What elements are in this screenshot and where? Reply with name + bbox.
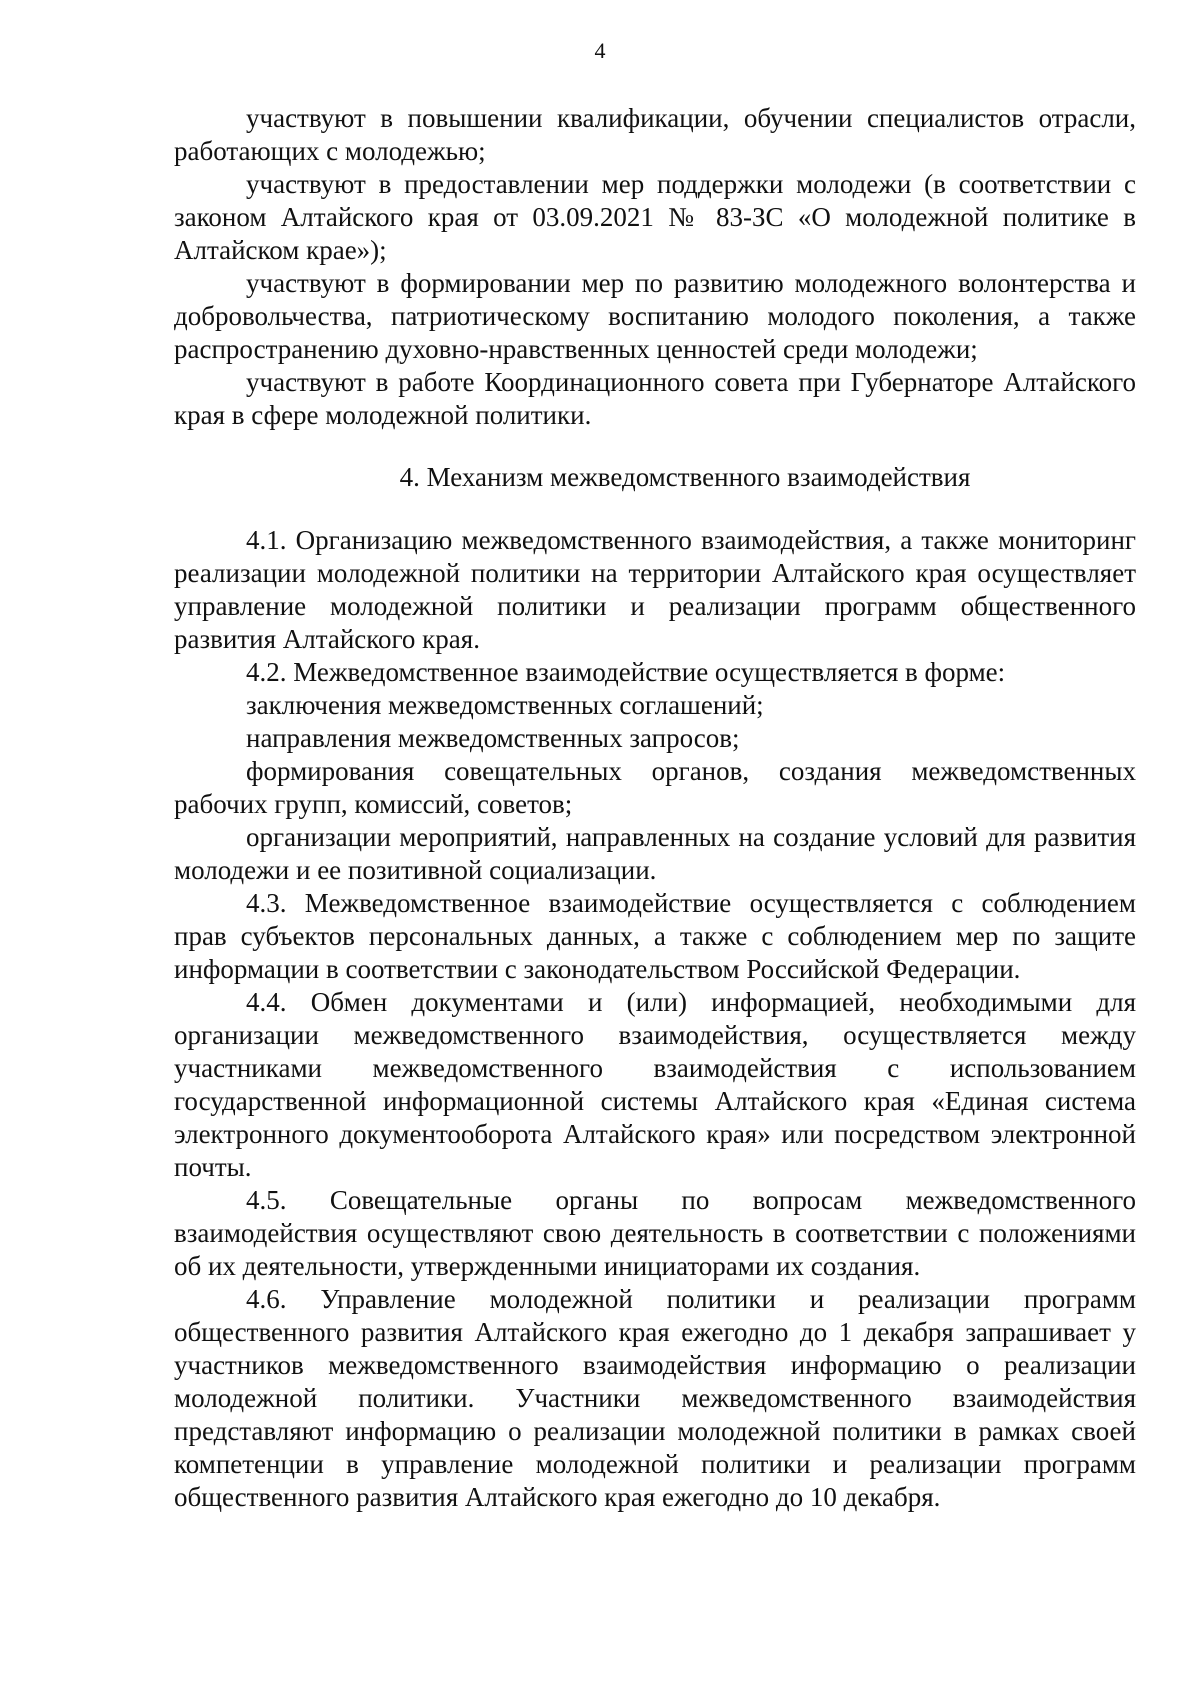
paragraph-4-2: 4.2. Межведомственное взаимодействие осуществляется в форме:: [246, 657, 1006, 687]
list-item-events: организации мероприятий, направленных на создание условий для развития молодежи и ее позитивной социализации.: [174, 822, 1136, 885]
paragraph-4-1: 4.1. Организацию межведомственного взаимодействия, а также мониторинг реализации молодежной политики на территории Алтайского края осуществляет управление молодежной политики и реализации программ общественного развития Алтайского края.: [174, 525, 1136, 654]
paragraph-support-measures: участвуют в предоставлении мер поддержки молодежи (в соответствии с законом Алтайского края от 03.09.2021 № 83-ЗС «О молодежной политике в Алтайском крае»);: [174, 169, 1136, 265]
paragraph-4-4: 4.4. Обмен документами и (или) информацией, необходимыми для организации межведомственного взаимодействия, осуществляется между участниками межведомственного взаимодействия с использованием государственной информационной системы Алтайского края «Единая система электронного документооборота Алтайского края» или посредством электронной почты.: [174, 987, 1136, 1182]
section-heading: 4. Механизм межведомственного взаимодействия: [399, 462, 971, 492]
document-body: [174, 102, 1136, 1514]
paragraph-qualification: участвуют в повышении квалификации, обучении специалистов отрасли, работающих с молодежью;: [174, 103, 1136, 166]
list-item-requests: направления межведомственных запросов;: [246, 723, 740, 753]
paragraph-4-5: 4.5. Совещательные органы по вопросам межведомственного взаимодействия осуществляют свою деятельность в соответствии с положениями об их деятельности, утвержденными инициаторами их создания.: [174, 1185, 1136, 1281]
paragraph-4-6: 4.6. Управление молодежной политики и реализации программ общественного развития Алтайского края ежегодно до 1 декабря запрашивает у участников межведомственного взаимодействия информацию о реализации молодежной политики. Участники межведомственного взаимодействия представляют информацию о реализации молодежной политики в рамках своей компетенции в управление молодежной политики и реализации программ общественного развития Алтайского края ежегодно до 10 декабря.: [174, 1284, 1136, 1512]
paragraph-4-3: 4.3. Межведомственное взаимодействие осуществляется с соблюдением прав субъектов персональных данных, а также с соблюдением мер по защите информации в соответствии с законодательством Российской Федерации.: [174, 888, 1136, 984]
page-number: 4: [594, 38, 606, 63]
paragraph-volunteering: участвуют в формировании мер по развитию молодежного волонтерства и добровольчества, патриотическому воспитанию молодого поколения, а также распространению духовно-нравственных ценностей среди молодежи;: [174, 268, 1136, 364]
list-item-agreements: заключения межведомственных соглашений;: [246, 690, 764, 720]
list-item-advisory-bodies: формирования совещательных органов, создания межведомственных рабочих групп, комиссий, советов;: [174, 756, 1136, 819]
paragraph-coordination-council: участвуют в работе Координационного совета при Губернаторе Алтайского края в сфере молодежной политики.: [174, 367, 1136, 430]
